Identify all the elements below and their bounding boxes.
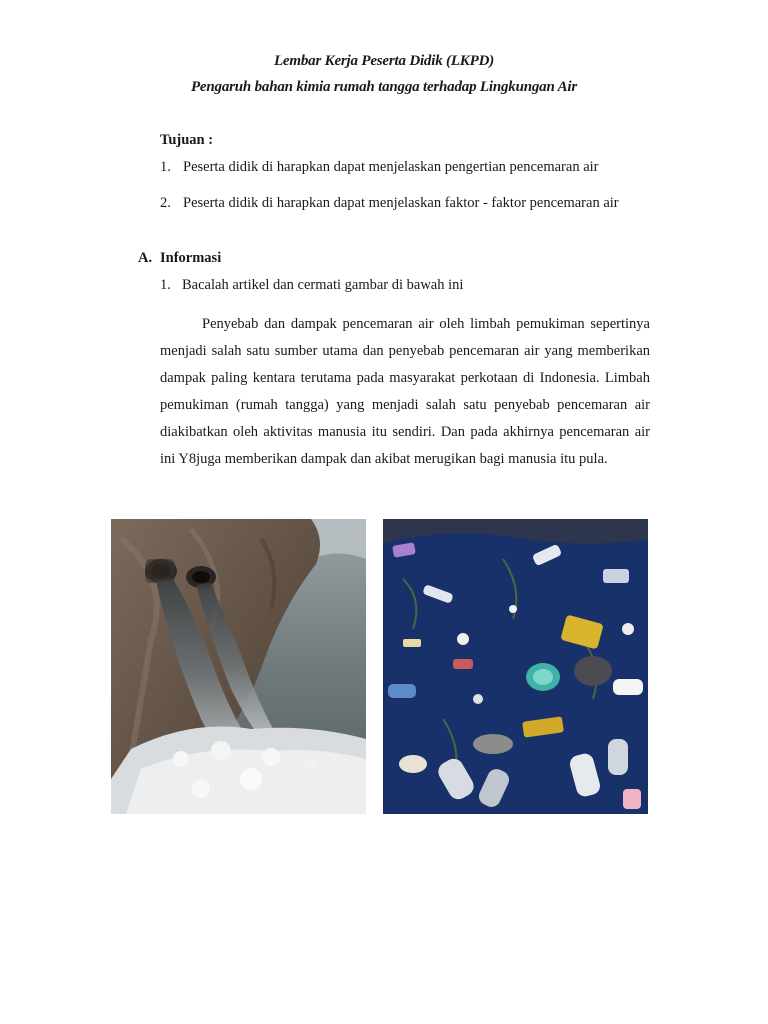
sewage-pipes-photo — [111, 519, 366, 814]
sewage-pipes-illustration — [111, 519, 366, 814]
objective-number: 2. — [160, 195, 171, 211]
objective-number: 1. — [160, 159, 171, 175]
instruction-text: Bacalah artikel dan cermati gambar di bawah ini — [182, 277, 464, 293]
instruction-item — [160, 277, 463, 294]
plastic-waste-photo — [383, 519, 648, 814]
section-heading-informasi — [138, 250, 221, 267]
objective-text: Peserta didik di harapkan dapat menjelaskan faktor - faktor pencemaran air — [183, 195, 619, 211]
document-title: Lembar Kerja Peserta Didik (LKPD) — [273, 53, 495, 69]
section-letter: A. — [138, 250, 153, 266]
objectives-heading: Tujuan : — [160, 132, 214, 148]
objective-item — [160, 159, 599, 176]
section-title: Informasi — [160, 250, 222, 266]
article-paragraph: Penyebab dan dampak pencemaran air oleh limbah pemukiman sepertinya menjadi salah satu sumber utama dan penyebab pencemaran air yang memberikan dampak paling kentara terutama pada masyarakat perkotaan di Indonesia. Limbah pemukiman (rumah tangga) yang menjadi salah satu penyebab pencemaran air diakibatkan oleh aktivitas manusia itu sendiri. Dan pada akhirnya pencemaran air ini Y8juga memberikan dampak dan akibat merugikan bagi manusia itu pula. — [160, 316, 650, 467]
objective-text: Peserta didik di harapkan dapat menjelaskan pengertian pencemaran air — [183, 159, 599, 175]
plastic-waste-illustration — [383, 519, 648, 814]
objective-item — [160, 195, 619, 212]
instruction-number: 1. — [160, 277, 171, 293]
document-subtitle: Pengaruh bahan kimia rumah tangga terhadap Lingkungan Air — [190, 79, 578, 95]
